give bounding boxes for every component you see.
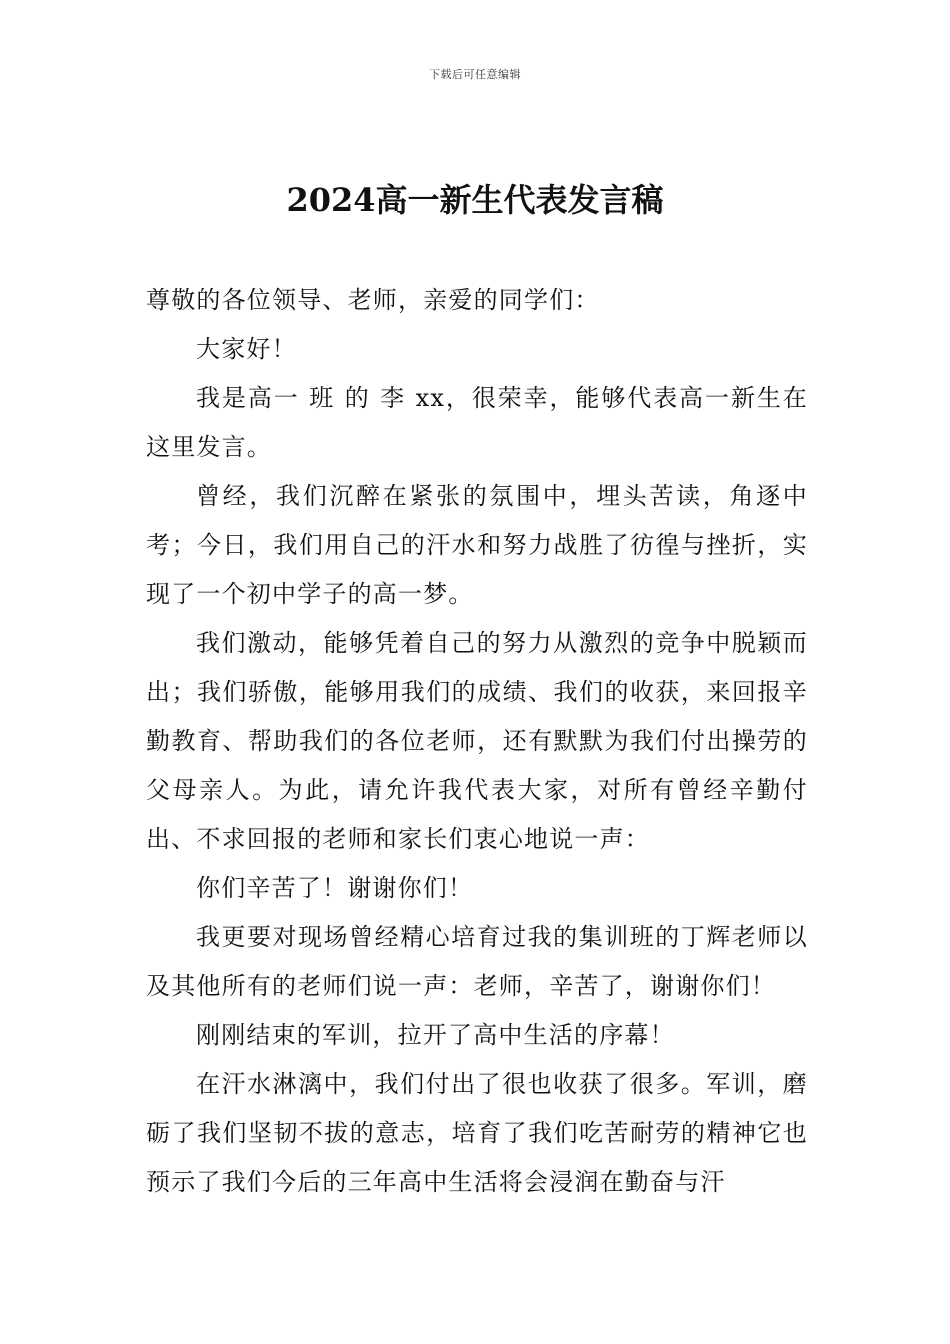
body-paragraph: 在汗水淋漓中，我们付出了很也收获了很多。军训，磨砺了我们坚韧不拔的意志，培育了我们吃苦耐劳的精神它也预示了我们今后的三年高中生活将会浸润在勤奋与汗	[146, 1070, 808, 1196]
body-paragraph: 我们激动，能够凭着自己的努力从激烈的竞争中脱颖而出；我们骄傲，能够用我们的成绩、我们的收获，来回报辛勤教育、帮助我们的各位老师，还有默默为我们付出操劳的父母亲人。为此，请允许我代表大家，对所有曾经辛勤付出、不求回报的老师和家长们衷心地说一声：	[146, 629, 808, 853]
body-paragraph: 刚刚结束的军训，拉开了高中生活的序幕！	[196, 1021, 675, 1049]
document-title: 2024高一新生代表发言稿	[286, 181, 664, 219]
document-body	[146, 276, 808, 1207]
body-paragraph: 我是高一 班 的 李 xx，很荣幸，能够代表高一新生在这里发言。	[146, 384, 808, 461]
body-paragraph: 曾经，我们沉醉在紧张的氛围中，埋头苦读，角逐中考；今日，我们用自己的汗水和努力战胜了彷徨与挫折，实现了一个初中学子的高一梦。	[146, 482, 808, 608]
body-paragraph: 你们辛苦了！谢谢你们！	[196, 874, 474, 902]
salutation-paragraph: 尊敬的各位领导、老师，亲爱的同学们：	[146, 286, 600, 314]
body-paragraph: 我更要对现场曾经精心培育过我的集训班的丁辉老师以及其他所有的老师们说一声：老师，辛苦了，谢谢你们！	[146, 923, 808, 1000]
body-paragraph: 大家好！	[196, 335, 297, 363]
header-note: 下载后可任意编辑	[429, 68, 521, 81]
